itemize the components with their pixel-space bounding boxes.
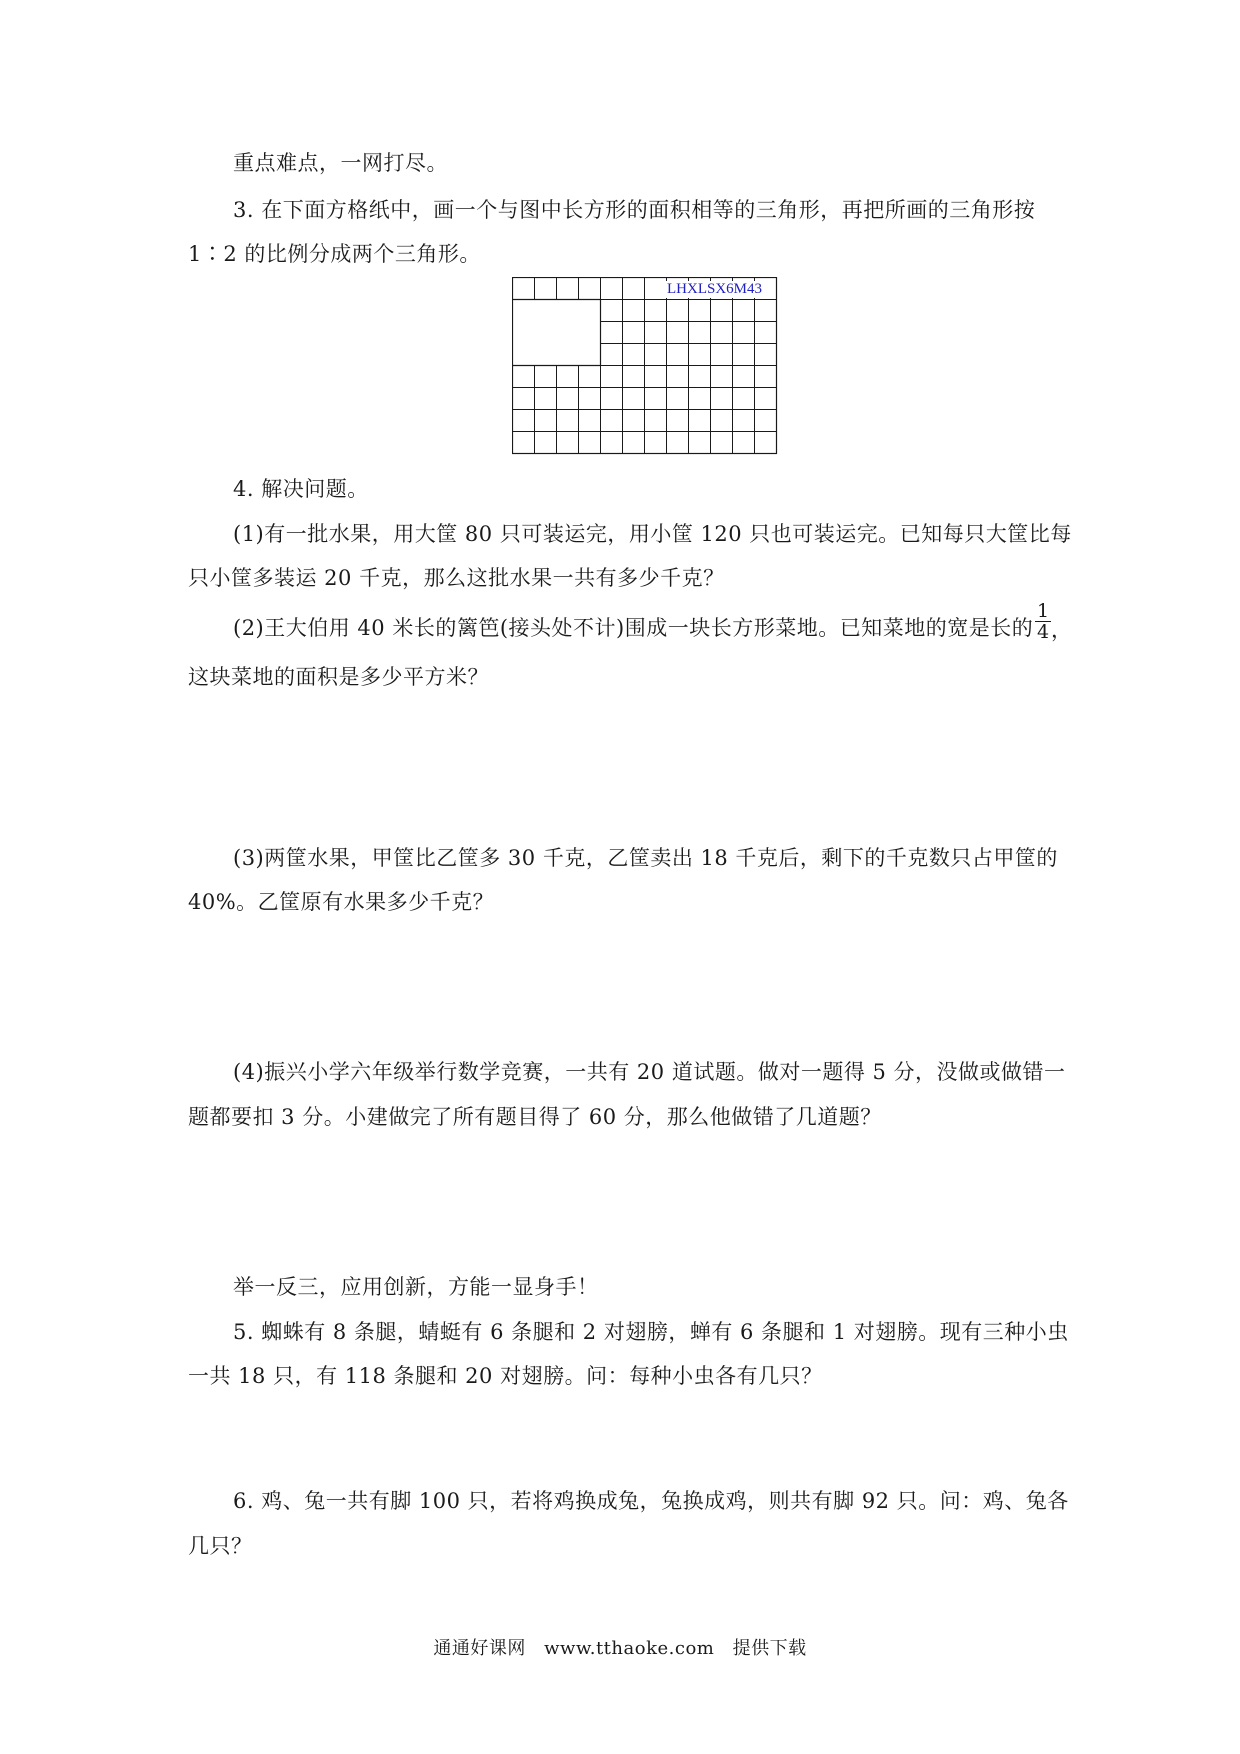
question-4-part-3-line-1: (3)两筐水果，甲筐比乙筐多 30 千克，乙筐卖出 18 千克后，剩下的千克数只占甲筐的 (233, 846, 1058, 870)
footer-url[interactable]: www.tthaoke.com (544, 1638, 715, 1659)
grid-rectangle-region (513, 300, 601, 366)
footer-site-name: 通通好课网 (433, 1638, 526, 1659)
section-heading-apply: 举一反三，应用创新，方能一显身手！ (233, 1275, 599, 1299)
question-4-part-4-line-1: (4)振兴小学六年级举行数学竞赛，一共有 20 道试题。做对一题得 5 分，没做或做错一 (233, 1060, 1066, 1084)
question-4-title: 4. 解决问题。 (233, 477, 369, 501)
question-5-line-1: 5. 蜘蛛有 8 条腿，蜻蜓有 6 条腿和 2 对翅膀，蝉有 6 条腿和 1 对翅膀。现有三种小虫 (233, 1320, 1069, 1344)
question-4-part-2-line-2: 这块菜地的面积是多少平方米？ (188, 665, 489, 689)
fraction-numerator: 1 (1036, 600, 1050, 622)
grid-paper (512, 277, 778, 459)
question-4-part-2-line-1: (2)王大伯用 40 米长的篱笆(接头处不计)围成一块长方形菜地。已知菜地的宽是长的 (233, 616, 1034, 640)
question-6-line-1: 6. 鸡、兔一共有脚 100 只，若将鸡换成兔，兔换成鸡，则共有脚 92 只。问：鸡、兔各 (233, 1489, 1069, 1513)
fraction-one-quarter (1035, 601, 1051, 642)
question-3-line-1: 3. 在下面方格纸中，画一个与图中长方形的面积相等的三角形，再把所画的三角形按 (233, 198, 1036, 222)
question-4-part-4-line-2: 题都要扣 3 分。小建做完了所有题目得了 60 分，那么他做错了几道题？ (188, 1105, 882, 1129)
question-6-line-2: 几只？ (188, 1534, 253, 1558)
page-footer (0, 1634, 1240, 1660)
footer-suffix: 提供下载 (732, 1638, 807, 1659)
question-5-line-2: 一共 18 只，有 118 条腿和 20 对翅膀。问：每种小虫各有几只？ (188, 1364, 823, 1388)
grid-code-label: LHXLSX6M43 (667, 281, 763, 297)
question-4-part-1-line-2: 只小筐多装运 20 千克，那么这批水果一共有多少千克？ (188, 566, 725, 590)
question-4-part-3-line-2: 40%。乙筐原有水果多少千克？ (188, 890, 495, 914)
fraction-denominator: 4 (1036, 621, 1050, 643)
question-3-line-2: 1∶2 的比例分成两个三角形。 (188, 242, 481, 266)
fraction-comma: ， (1051, 618, 1072, 642)
question-4-part-1-line-1: (1)有一批水果，用大筐 80 只可装运完，用小筐 120 只也可装运完。已知每只大筐比每 (233, 522, 1072, 546)
section-heading-key-points: 重点难点，一网打尽。 (233, 151, 448, 175)
grid-paper-svg (512, 277, 778, 455)
